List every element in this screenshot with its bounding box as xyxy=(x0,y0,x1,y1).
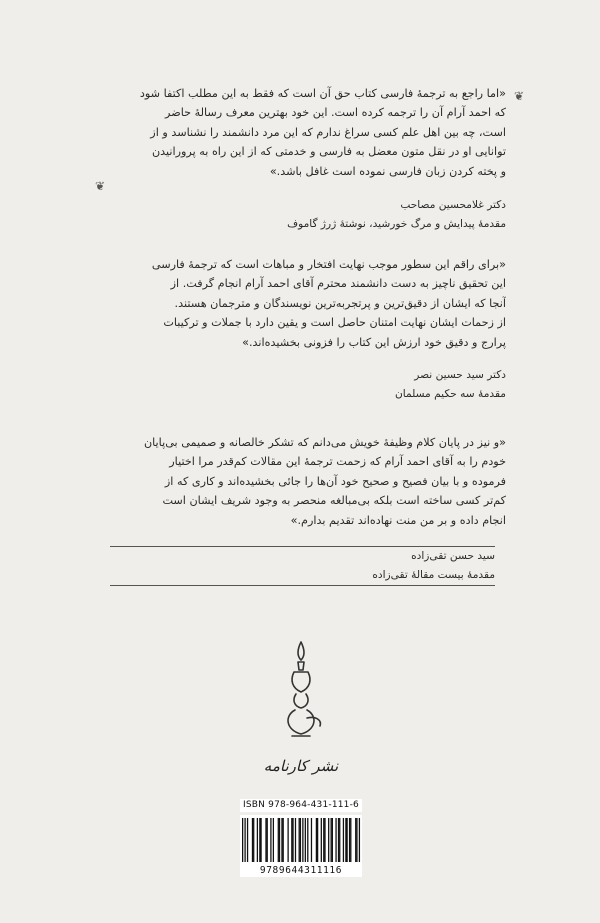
barcode-bar xyxy=(305,818,306,862)
quote-line: انجام داده و بر من منت نهاده‌اند تقدیم بدارم.» xyxy=(290,513,506,527)
quote-line: این تحقیق ناچیز به دست دانشمند محترم آقای احمد آرام انجام گرفت. از xyxy=(170,277,506,291)
quote-line: کم‌تر کسی ساخته است بلکه بی‌مبالغه منحصر به وجود شریف ایشان است xyxy=(162,494,506,508)
leaf-ornament-icon: ❦ xyxy=(513,89,525,103)
quote-2 xyxy=(96,255,506,352)
quote-line: پرارج و دقیق خود ارزش این کتاب را فزونی بخشیده‌اند.» xyxy=(242,335,506,349)
barcode-bar xyxy=(343,818,344,862)
signature-box xyxy=(110,546,495,586)
barcode-bar xyxy=(259,818,260,862)
quote-line: توانایی او در نقل متون معضل به فارسی و خدمتی که از این راه به پرورانیدن xyxy=(151,145,506,159)
quote-line: فرموده و با بیان فصیح و صحیح خود آن‌ها را جائی بخشیده‌اند و کاری که از xyxy=(164,474,506,488)
quote-2-attribution xyxy=(96,366,506,404)
quote-line: است، چه بین اهل علم کسی سراغ ندارم که این مرد دانشمند را نشناسد و از xyxy=(150,125,506,139)
barcode-bar xyxy=(355,818,356,862)
barcode-bar xyxy=(311,818,312,862)
barcode-bar xyxy=(253,818,254,862)
quote-author: دکتر غلامحسین مصاحب xyxy=(400,199,506,211)
barcode-bar xyxy=(244,818,245,862)
barcode-bar xyxy=(283,818,284,862)
barcode-bar xyxy=(300,818,301,862)
barcode-bar xyxy=(317,818,318,862)
barcode-bar xyxy=(292,818,293,862)
barcode-bar xyxy=(349,818,350,862)
barcode-bar xyxy=(356,818,357,862)
quote-line: خودم را به آقای احمد آرام که زحمت ترجمهٔ این مقالات کم‌قدر مرا اختیار xyxy=(169,455,506,469)
quote-author: دکتر سید حسین نصر xyxy=(414,369,506,381)
barcode-bar xyxy=(278,818,279,862)
barcode-bar xyxy=(324,818,325,862)
publisher-name: نشر کارنامه xyxy=(263,757,339,775)
quote-3 xyxy=(96,433,506,530)
isbn-label: ISBN 978-964-431-111-6 xyxy=(240,799,362,812)
barcode xyxy=(240,815,362,865)
barcode-bar xyxy=(339,818,340,862)
barcode-bar xyxy=(328,818,329,862)
quote-line: «برای راقم این سطور موجب نهایت افتخار و مباهات است که ترجمهٔ فارسی xyxy=(151,258,506,271)
barcode-bar xyxy=(252,818,253,862)
quote-1-attribution xyxy=(96,196,506,234)
barcode-bar xyxy=(299,818,300,862)
barcode-bar xyxy=(260,818,261,862)
signature-source: مقدمهٔ بیست مقالهٔ تقی‌زاده xyxy=(372,569,495,581)
barcode-bar xyxy=(295,818,296,862)
leaf-ornament-icon: ❦ xyxy=(94,179,106,193)
barcode-bar xyxy=(338,818,339,862)
quote-line: که احمد آرام آن را ترجمه کرده است. این خود بهترین معرف رسالهٔ حاضر xyxy=(165,106,506,120)
barcode-bar xyxy=(345,818,346,862)
barcode-bar xyxy=(350,818,351,862)
barcode-bar xyxy=(346,818,347,862)
quote-line: و پخته کردن زبان فارسی نموده است غافل باشد.» xyxy=(269,164,506,178)
barcode-bar xyxy=(302,818,303,862)
barcode-bar xyxy=(281,818,282,862)
signature-text xyxy=(110,547,495,585)
barcode-bar xyxy=(242,818,243,862)
barcode-bar xyxy=(265,818,266,862)
barcode-bar xyxy=(273,818,274,862)
barcode-bar xyxy=(267,818,268,862)
barcode-bar xyxy=(279,818,280,862)
barcode-bar xyxy=(257,818,258,862)
barcode-bar xyxy=(359,818,360,862)
signature-name: سید حسن تقی‌زاده xyxy=(411,550,495,562)
barcode-bar xyxy=(321,818,322,862)
quote-source: مقدمهٔ پیدایش و مرگ خورشید، نوشتهٔ ژرژ گاموف xyxy=(287,218,506,230)
oil-lamp-icon xyxy=(288,642,320,736)
quote-line: «اما راجع به ترجمهٔ فارسی کتاب حق آن است که فقط به این مطلب اکتفا شود xyxy=(139,87,506,100)
barcode-bar xyxy=(307,818,308,862)
barcode-bar xyxy=(291,818,292,862)
barcode-bar xyxy=(331,818,332,862)
quote-line: از زحمات ایشان نهایت امتنان حاصل است و یقین دارد با جملات و ترکیبات xyxy=(163,316,506,330)
barcode-bar xyxy=(247,818,248,862)
quote-source: مقدمهٔ سه حکیم مسلمان xyxy=(394,388,506,400)
quote-line: آنجا که ایشان از دقیق‌ترین و پرتجربه‌ترین نویسندگان و مترجمان هستند. xyxy=(174,296,506,310)
quote-line: «و نیز در پایان کلام وظیفهٔ خویش می‌دانم که تشکر خالصانه و صمیمی بی‌پایان xyxy=(143,436,506,449)
barcode-bar xyxy=(270,818,271,862)
barcode-bar xyxy=(332,818,333,862)
barcode-digits: 9789644311116 xyxy=(240,865,362,877)
barcode-bar xyxy=(335,818,336,862)
barcode-bar xyxy=(323,818,324,862)
barcode-bar xyxy=(287,818,288,862)
quote-1 xyxy=(96,84,506,181)
barcode-bar xyxy=(316,818,317,862)
